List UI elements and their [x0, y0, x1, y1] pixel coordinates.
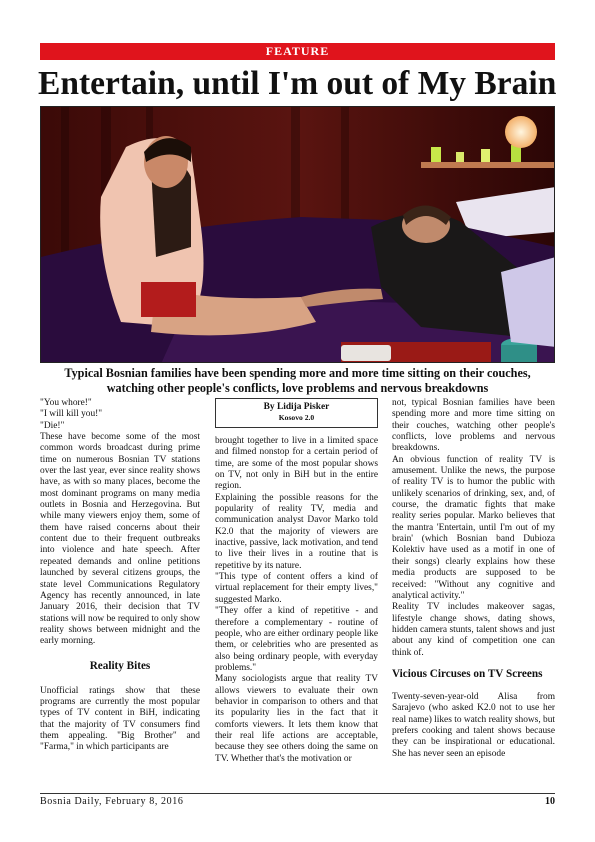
paragraph: "This type of content offers a kind of virtual replacement for their empty lives," suggested Marko. — [215, 572, 378, 605]
subheading-reality-bites: Reality Bites — [89, 659, 151, 672]
paragraph: "They offer a kind of repetitive - and therefore a complementary - routine of people, who are either ordinary people like them, or celebrities who are presented as also being ordinary people, with everyday problems." — [215, 606, 378, 673]
paragraph: "Die!" — [40, 420, 65, 431]
paragraph: Twenty-seven-year-old Alisa from Sarajevo (who asked K2.0 not to use her real name) likes to watch reality shows, but prefers cooking and talent shows because they can be inspirational or educational. She has never seen an episode — [392, 691, 555, 759]
article-column-2 — [215, 398, 378, 765]
paragraph: "I will kill you!" — [40, 409, 103, 420]
byline-box — [215, 398, 378, 428]
author-name: By Lidija Pisker — [263, 402, 330, 412]
paragraph: brought together to live in a limited space and filmed nonstop for a certain period of time, are some of the most popular shows on TV, not only in BiH but in the entire region. — [215, 436, 378, 492]
paragraph: Explaining the possible reasons for the popularity of reality TV, media and communication analyst Davor Marko told K2.0 that the majority of viewers are inactive, passive, lack motivation, and tend to live their lives in a routine that is repetitive by its nature. — [215, 492, 378, 571]
reality-show-scene-image — [41, 107, 555, 363]
page-number: 10 — [545, 796, 555, 807]
article-column-3 — [392, 398, 555, 760]
paragraph: These have become some of the most common words broadcast during prime time on numerous Bosnian TV stations over the last year, ever since reality shows have, as with so many places, become the most dominant programs on many media outlets in Bosnia and Herzegovina. But while many viewers enjoy them, some of them have raised concerns about their content due to their frequent outbreaks into violence and hate speech. After repeated demands and online petitions launched by several citizens groups, the state level Communications Regulatory Agency has recently announced, in late January 2016, their decision that TV stations will now be required to only show reality shows between midnight and the early morning. — [40, 432, 200, 647]
subheading-vicious-circuses: Vicious Circuses on TV Screens — [392, 667, 543, 680]
source-name: Kosovo 2.0 — [278, 413, 315, 422]
footer-publication: Bosnia Daily, February 8, 2016 — [40, 796, 184, 807]
section-banner: FEATURE — [40, 43, 555, 60]
feature-photo — [40, 106, 555, 363]
paragraph: not, typical Bosnian families have been spending more and more time sitting on their couches, watching other people's conflicts, love problems and nervous breakdowns. — [392, 398, 555, 454]
paragraph: "You whore!" — [40, 398, 92, 408]
article-column-1 — [40, 398, 200, 754]
footer-divider — [40, 793, 555, 794]
paragraph: Unofficial ratings show that these programs are currently the most popular types of TV content in BiH, indicating that the majority of TV consumers find them appealing. "Big Brother" and "Farma," in which participants are — [40, 685, 200, 753]
photo-caption: Typical Bosnian families have been spending more and more time sitting on their couches, watching other people's conflicts, love problems and nervous breakdowns — [64, 366, 531, 395]
paragraph: An obvious function of reality TV is amusement. Unlike the news, the purpose of reality TV is to humor the public with unlikely scenarios of drinking, sex, and, of course, the dramatic fights that make reality series popular. Marko believes that the mantra 'Entertain, until I'm out of my brain' (which Bosnian band Dubioza Kolektiv have used as a motif in one of their songs) clearly explains how these media products are supposed to be received: "Without any cognitive and analytical activity." — [392, 454, 555, 601]
headline: Entertain, until I'm out of My Brain — [38, 65, 557, 102]
paragraph: Reality TV includes makeover sagas, lifestyle change shows, dating shows, hidden camera stunts, talent shows and just about any kind of competition one can think of. — [392, 602, 555, 658]
paragraph: Many sociologists argue that reality TV allows viewers to evaluate their own behavior in comparison to others and that its popularity lies in the fact that it comforts viewers. It lets them know that their real life actions are acceptable, because they see others doing the same on TV. Whether that's the motivation or — [215, 674, 378, 764]
